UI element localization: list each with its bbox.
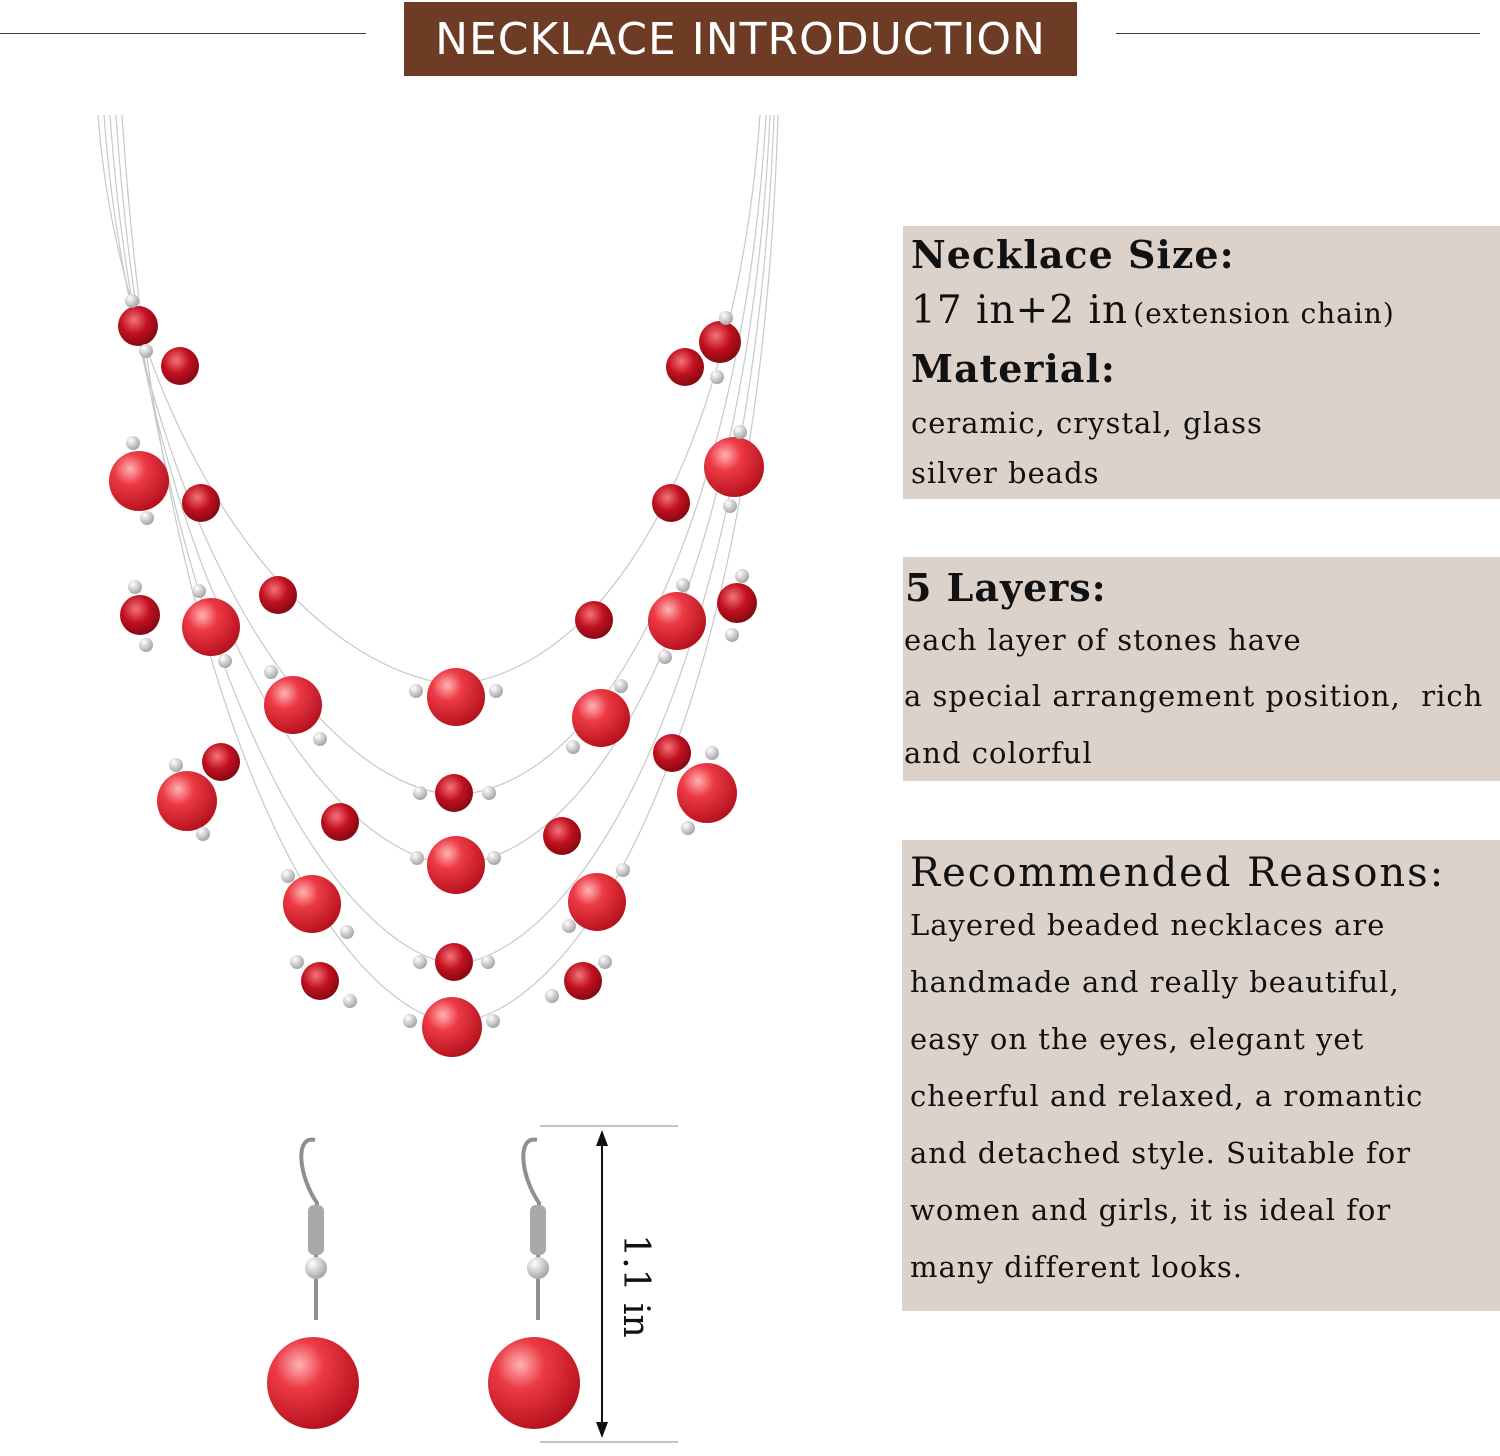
reasons-line: many different looks. — [910, 1250, 1243, 1284]
crystal-bead — [575, 601, 613, 639]
layers-panel — [903, 557, 1500, 781]
earring-left — [267, 1140, 359, 1429]
material-line-2: silver beads — [911, 456, 1100, 490]
layers-line-2: a special arrangement position, rich — [904, 679, 1484, 713]
pearl-bead — [568, 873, 626, 931]
pearl-bead — [422, 997, 482, 1057]
layers-line-3: and colorful — [904, 736, 1093, 770]
right-divider-line — [1116, 33, 1480, 34]
crystal-bead — [161, 347, 199, 385]
size-note: (extension chain) — [1133, 297, 1395, 330]
crystal-bead — [202, 743, 240, 781]
pearl-bead — [264, 676, 322, 734]
crystal-bead — [118, 306, 158, 346]
pearl-bead — [109, 451, 169, 511]
pearl-bead — [182, 598, 240, 656]
necklace-beads — [109, 306, 764, 1057]
size-value-line — [911, 288, 1395, 333]
crystal-bead — [652, 484, 690, 522]
pearl-bead — [427, 668, 485, 726]
size-heading: Necklace Size: — [911, 232, 1235, 277]
crystal-bead — [435, 943, 473, 981]
reasons-line: easy on the eyes, elegant yet — [910, 1022, 1365, 1056]
material-line-1: ceramic, crystal, glass — [911, 406, 1263, 440]
reasons-heading: Recommended Reasons: — [910, 850, 1446, 896]
pearl-bead — [572, 689, 630, 747]
silver-spacers — [125, 294, 749, 1028]
reasons-line: women and girls, it is ideal for — [910, 1193, 1392, 1227]
crystal-bead — [717, 583, 757, 623]
reasons-line: cheerful and relaxed, a romantic — [910, 1079, 1424, 1113]
reasons-line: handmade and really beautiful, — [910, 965, 1400, 999]
crystal-bead — [564, 962, 602, 1000]
pearl-bead — [704, 437, 764, 497]
crystal-bead — [699, 321, 741, 363]
crystal-bead — [301, 962, 339, 1000]
reasons-line: and detached style. Suitable for — [910, 1136, 1412, 1170]
pearl-bead — [677, 763, 737, 823]
reasons-panel — [902, 840, 1500, 1311]
left-divider-line — [0, 33, 366, 34]
crystal-bead — [653, 734, 691, 772]
reasons-line: Layered beaded necklaces are — [910, 908, 1386, 942]
earring-height-dimension — [530, 1120, 680, 1446]
banner-title: NECKLACE INTRODUCTION — [435, 13, 1046, 65]
pearl-bead — [427, 836, 485, 894]
crystal-bead — [182, 484, 220, 522]
layers-line-1: each layer of stones have — [904, 623, 1302, 657]
section-banner — [404, 2, 1077, 76]
crystal-bead — [259, 576, 297, 614]
crystal-bead — [321, 803, 359, 841]
size-value: 17 in+2 in — [911, 288, 1129, 333]
crystal-bead — [666, 348, 704, 386]
crystal-bead — [543, 817, 581, 855]
size-material-panel — [903, 226, 1500, 499]
crystal-bead — [435, 774, 473, 812]
layers-heading: 5 Layers: — [905, 565, 1107, 610]
pearl-bead — [648, 592, 706, 650]
necklace-photo — [80, 105, 800, 1456]
crystal-bead — [120, 595, 160, 635]
pearl-bead — [283, 875, 341, 933]
pearl-bead — [157, 771, 217, 831]
material-heading: Material: — [911, 346, 1116, 391]
earring-height-label: 1.1 in — [615, 1234, 656, 1338]
